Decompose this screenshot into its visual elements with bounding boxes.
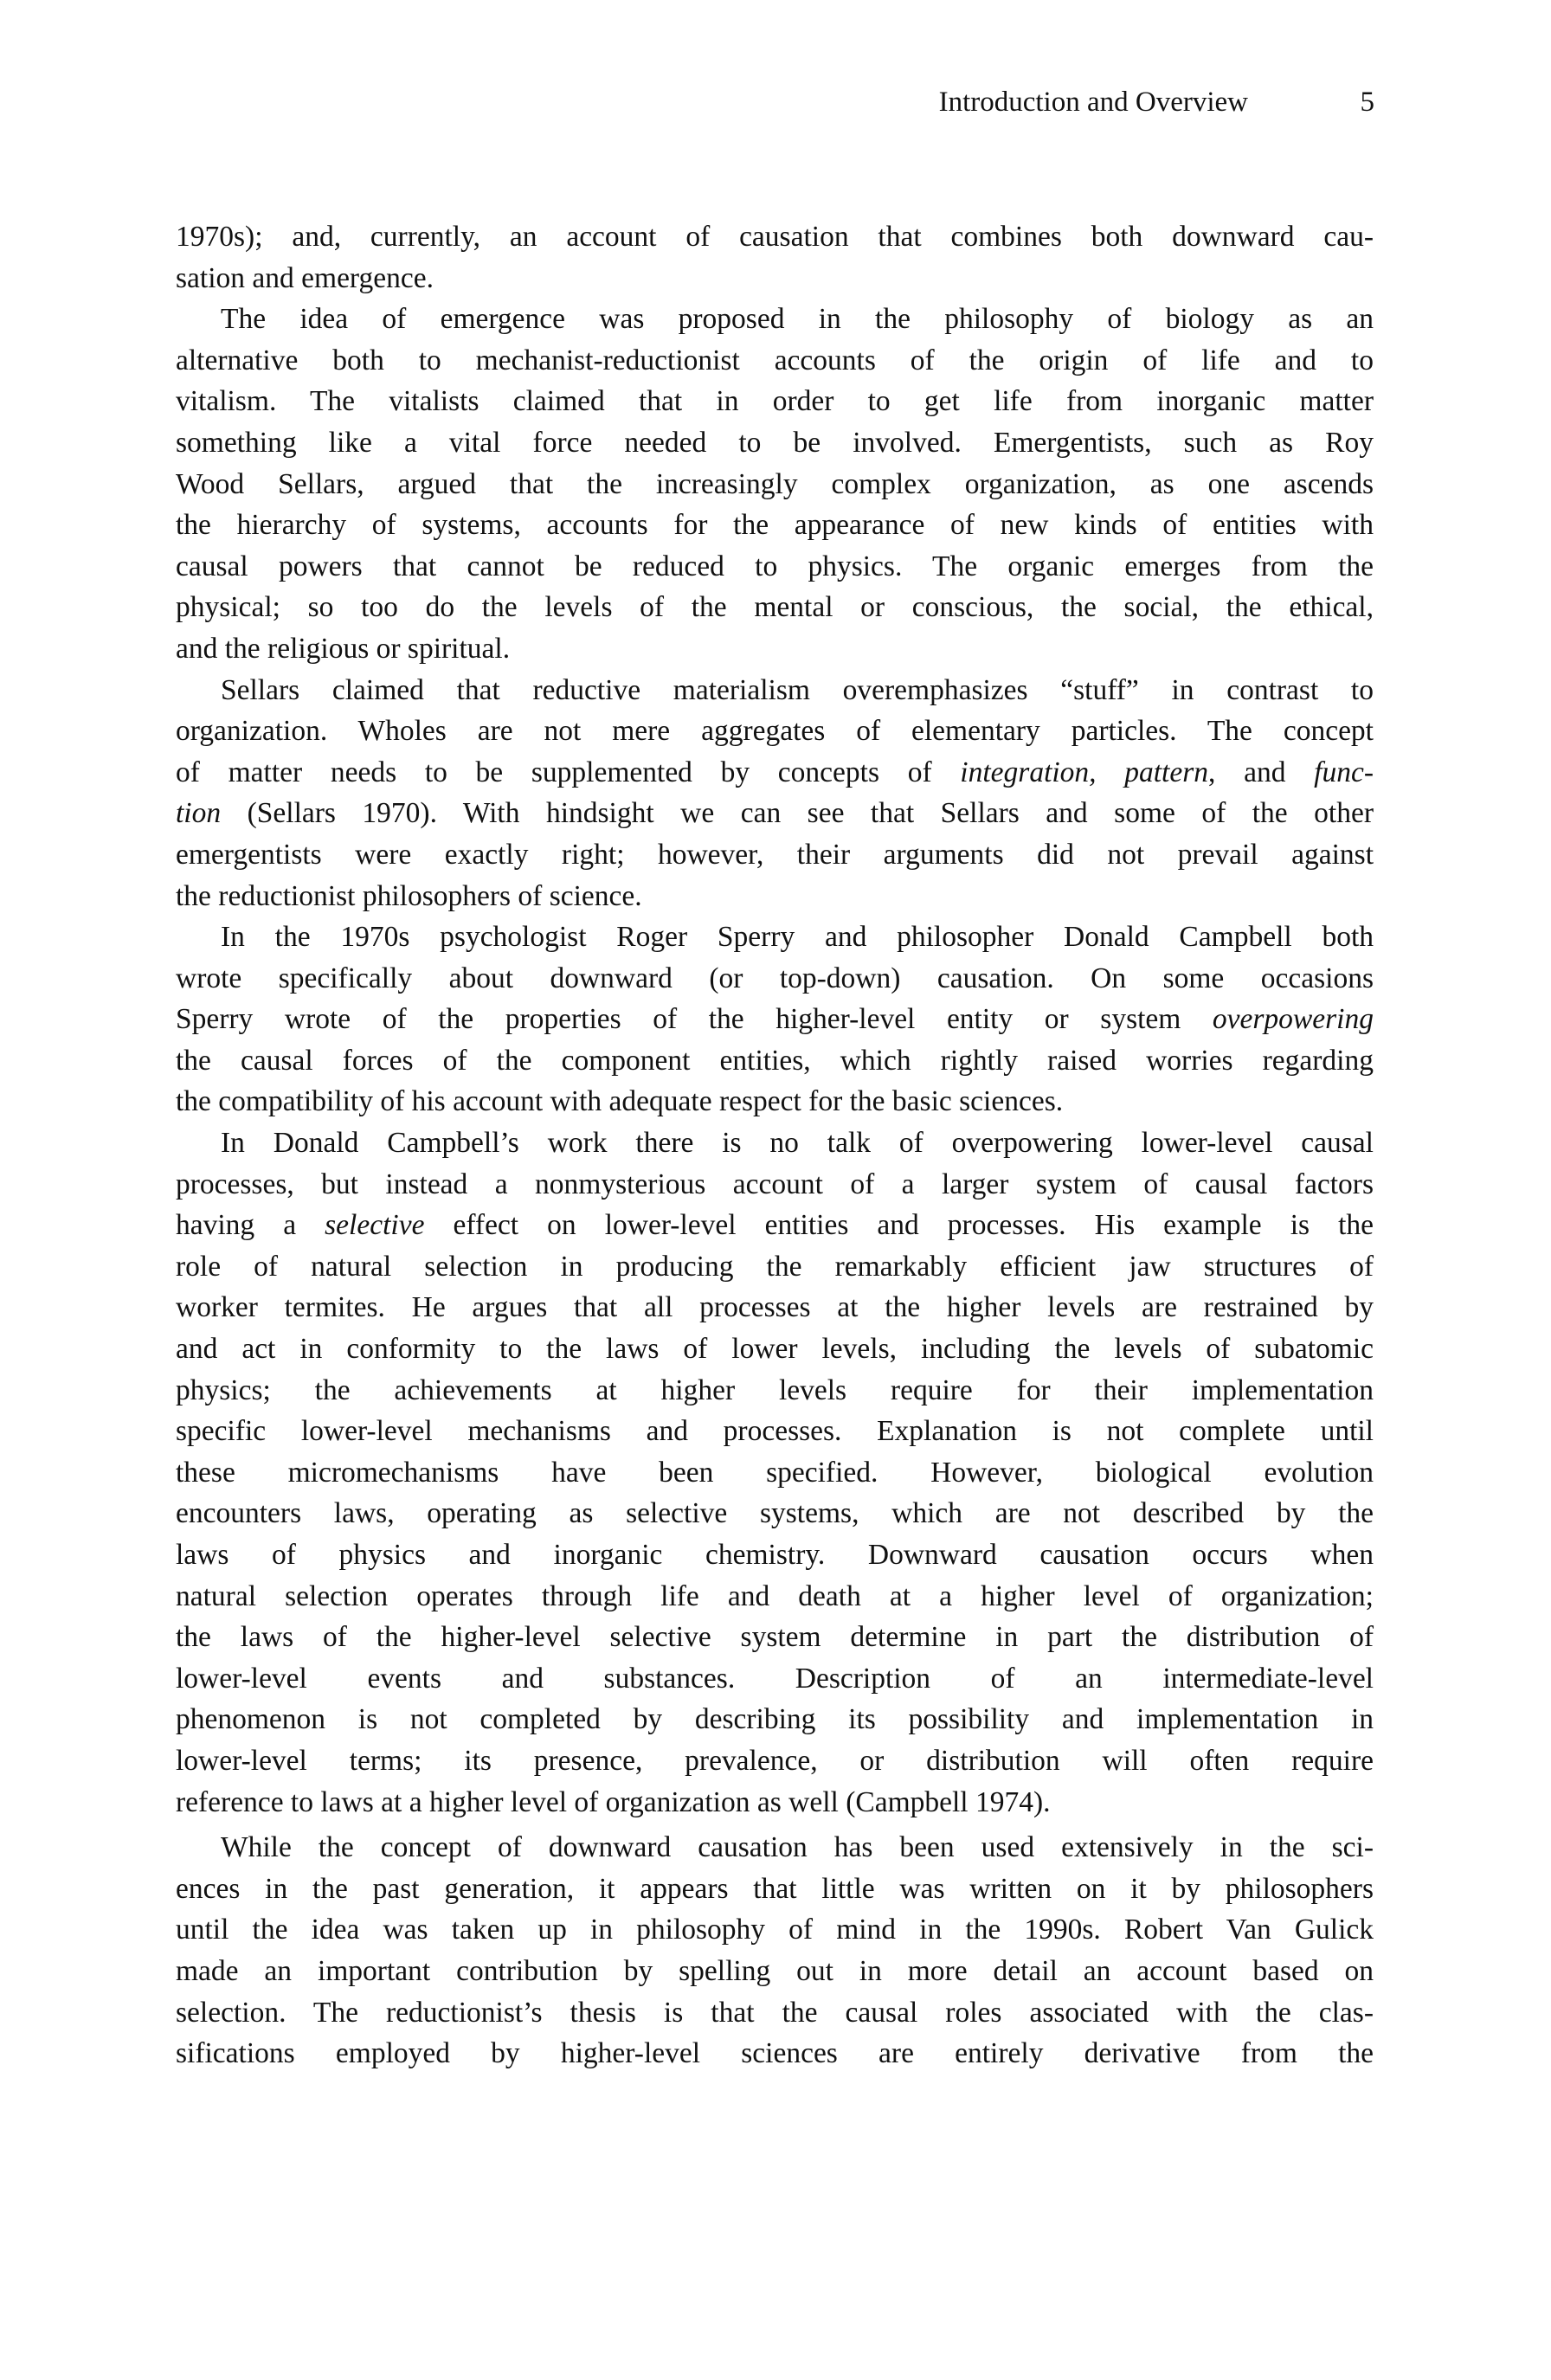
text-segment: , and [1208, 756, 1315, 788]
italic-text: tion [176, 797, 222, 830]
text-segment: the laws of the higher-level selective system determine in part the distribution of [176, 1621, 1374, 1654]
text-line [176, 958, 1374, 1000]
text-line [176, 1576, 1374, 1618]
text-line [176, 1205, 1374, 1246]
text-segment: worker termites. He argues that all processes at the higher levels are restrained by [176, 1291, 1374, 1324]
text-line [176, 670, 1374, 711]
running-title: Introduction and Overview [938, 87, 1248, 118]
text-line [176, 587, 1374, 628]
text-segment: reference to laws at a higher level of organization as well (Campbell 1974). [176, 1785, 1051, 1818]
text-segment: Sellars claimed that reductive materialism overemphasizes “stuff” in contrast to [221, 673, 1374, 706]
text-line [176, 464, 1374, 505]
text-segment: the reductionist philosophers of science. [176, 879, 642, 912]
text-line [176, 1699, 1374, 1740]
text-segment: emergentists were exactly right; however, their arguments did not prevail against [176, 838, 1374, 871]
page-number: 5 [1360, 87, 1374, 118]
text-line [176, 628, 1374, 670]
text-segment: alternative both to mechanist-reductionist accounts of the origin of life and to [176, 344, 1374, 376]
text-line [176, 752, 1374, 794]
text-line [176, 793, 1374, 834]
text-segment: The idea of emergence was proposed in the philosophy of biology as an [221, 303, 1374, 336]
text-segment: something like a vital force needed to be involved. Emergentists, such as Roy [176, 426, 1374, 459]
text-line [176, 876, 1374, 917]
text-line [176, 999, 1374, 1040]
text-segment: sation and emergence. [176, 261, 434, 294]
italic-text: overpowering [1212, 1003, 1374, 1036]
text-segment: wrote specifically about downward (or top-down) causation. On some occasions [176, 962, 1374, 994]
text-line [176, 2033, 1374, 2074]
text-line [176, 422, 1374, 464]
text-segment: these micromechanisms have been specified. However, biological evolution [176, 1456, 1374, 1489]
text-line [176, 1164, 1374, 1206]
text-line [176, 1617, 1374, 1658]
text-segment: and the religious or spiritual. [176, 632, 511, 665]
text-segment: lower-level events and substances. Description of an intermediate-level [176, 1662, 1374, 1695]
text-line [176, 1534, 1374, 1576]
text-line [176, 546, 1374, 588]
text-segment: vitalism. The vitalists claimed that in order to get life from inorganic matter [176, 385, 1374, 418]
text-segment: While the concept of downward causation has been used extensively in the sci- [221, 1831, 1374, 1864]
text-segment: lower-level terms; its presence, prevalence, or distribution will often require [176, 1744, 1374, 1777]
text-segment: made an important contribution by spelling out in more detail an account based on [176, 1954, 1374, 1987]
running-head [0, 87, 1551, 130]
italic-text: selective [325, 1209, 425, 1242]
text-segment: In Donald Campbell’s work there is no talk of overpowering lower-level causal [221, 1127, 1374, 1160]
text-line [176, 1909, 1374, 1951]
text-segment: 1970s); and, currently, an account of causation that combines both downward cau- [176, 221, 1374, 253]
text-segment: ences in the past generation, it appears that little was written on it by philosophers [176, 1872, 1374, 1905]
text-segment: specific lower-level mechanisms and processes. Explanation is not complete until [176, 1415, 1374, 1448]
text-segment: causal powers that cannot be reduced to physics. The organic emerges from the [176, 550, 1374, 582]
text-segment: until the idea was taken up in philosophy of mind in the 1990s. Robert Van Gulick [176, 1914, 1374, 1946]
text-segment: the compatibility of his account with adequate respect for the basic sciences. [176, 1085, 1064, 1118]
body-text [176, 216, 1374, 2074]
text-segment: the hierarchy of systems, accounts for the appearance of new kinds of entities with [176, 509, 1374, 542]
text-segment: Sperry wrote of the properties of the higher-level entity or system [176, 1003, 1213, 1036]
text-line [176, 1287, 1374, 1328]
text-line [176, 258, 1374, 299]
text-line [176, 1370, 1374, 1412]
text-segment: processes, but instead a nonmysterious account of a larger system of causal factors [176, 1167, 1374, 1200]
text-line [176, 1328, 1374, 1370]
text-segment: phenomenon is not completed by describing its possibility and implementation in [176, 1703, 1374, 1736]
text-segment: physical; so too do the levels of the mental or conscious, the social, the ethical, [176, 591, 1374, 624]
text-segment: organization. Wholes are not mere aggregates of elementary particles. The concept [176, 715, 1374, 748]
text-line [176, 1411, 1374, 1452]
text-line [176, 340, 1374, 382]
text-line [176, 505, 1374, 546]
text-segment: and act in conformity to the laws of lower levels, including the levels of subatomic [176, 1333, 1374, 1366]
text-segment: having a [176, 1209, 325, 1242]
text-segment: Wood Sellars, argued that the increasingly complex organization, as one ascends [176, 467, 1374, 500]
text-line [176, 1782, 1374, 1824]
italic-text: func- [1314, 756, 1374, 788]
italic-text: integration, pattern [960, 756, 1209, 788]
text-segment: In the 1970s psychologist Roger Sperry and philosopher Donald Campbell both [221, 921, 1374, 954]
text-line [176, 1081, 1374, 1122]
text-line [176, 917, 1374, 958]
text-line [176, 381, 1374, 422]
text-segment: of matter needs to be supplemented by concepts of [176, 756, 961, 788]
text-segment: effect on lower-level entities and processes. His example is the [424, 1209, 1374, 1242]
text-line [176, 1951, 1374, 1992]
text-segment: natural selection operates through life and death at a higher level of organization; [176, 1579, 1374, 1612]
text-segment: physics; the achievements at higher levels require for their implementation [176, 1373, 1374, 1406]
text-line [176, 1992, 1374, 2034]
text-line [176, 1740, 1374, 1782]
text-segment: encounters laws, operating as selective systems, which are not described by the [176, 1497, 1374, 1530]
text-line [176, 1122, 1374, 1164]
text-line [176, 834, 1374, 876]
text-line [176, 1452, 1374, 1494]
text-segment: selection. The reductionist’s thesis is that the causal roles associated with the clas- [176, 1996, 1374, 2029]
text-line [176, 216, 1374, 258]
text-line [176, 1658, 1374, 1700]
text-line [176, 1493, 1374, 1534]
text-line [176, 1869, 1374, 1910]
text-line [176, 1040, 1374, 1082]
text-segment: the causal forces of the component entities, which rightly raised worries regarding [176, 1044, 1374, 1077]
text-line [176, 1246, 1374, 1288]
text-line [176, 711, 1374, 752]
text-segment: sifications employed by higher-level sciences are entirely derivative from the [176, 2037, 1374, 2070]
text-segment: (Sellars 1970). With hindsight we can see that Sellars and some of the other [221, 797, 1374, 830]
text-line [176, 1827, 1374, 1869]
text-segment: laws of physics and inorganic chemistry. Downward causation occurs when [176, 1539, 1374, 1571]
text-line [176, 299, 1374, 340]
text-segment: role of natural selection in producing the remarkably efficient jaw structures of [176, 1250, 1374, 1283]
